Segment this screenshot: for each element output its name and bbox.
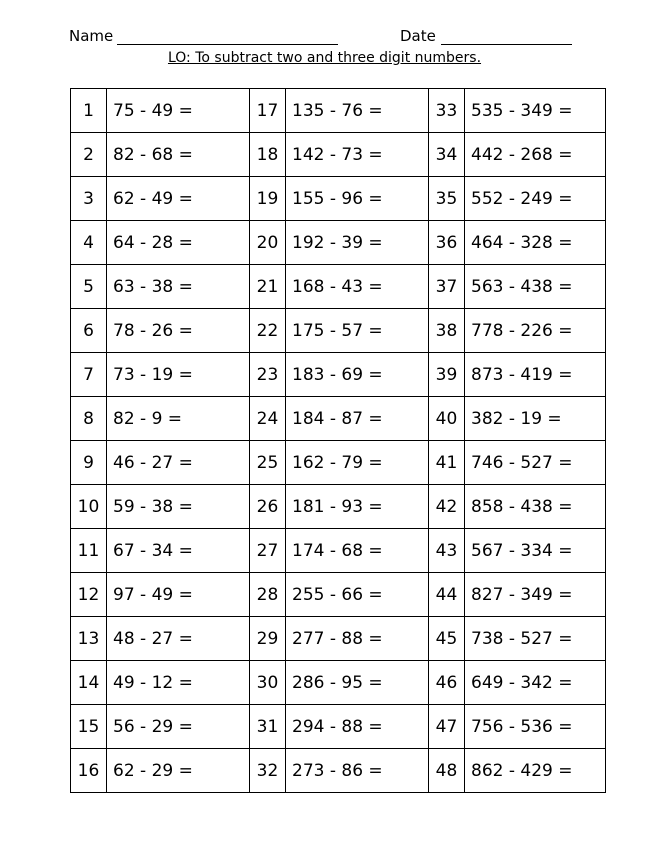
problem-text: 442 - 268 = — [465, 133, 606, 177]
problem-text: 155 - 96 = — [286, 177, 429, 221]
problem-number: 11 — [71, 529, 107, 573]
problem-text: 162 - 79 = — [286, 441, 429, 485]
problem-number: 12 — [71, 573, 107, 617]
name-blank-line — [117, 44, 338, 45]
problem-text: 294 - 88 = — [286, 705, 429, 749]
problem-number: 9 — [71, 441, 107, 485]
problem-text: 181 - 93 = — [286, 485, 429, 529]
problem-text: 286 - 95 = — [286, 661, 429, 705]
problem-text: 46 - 27 = — [107, 441, 250, 485]
table-row — [71, 309, 606, 353]
problem-number: 32 — [250, 749, 286, 793]
problem-text: 273 - 86 = — [286, 749, 429, 793]
problem-text: 82 - 9 = — [107, 397, 250, 441]
table-row — [71, 397, 606, 441]
problem-text: 64 - 28 = — [107, 221, 250, 265]
problem-text: 649 - 342 = — [465, 661, 606, 705]
problem-number: 2 — [71, 133, 107, 177]
problem-text: 78 - 26 = — [107, 309, 250, 353]
problem-number: 13 — [71, 617, 107, 661]
problem-text: 464 - 328 = — [465, 221, 606, 265]
problem-number: 34 — [429, 133, 465, 177]
table-row — [71, 221, 606, 265]
problem-number: 33 — [429, 89, 465, 133]
problem-number: 41 — [429, 441, 465, 485]
problem-text: 59 - 38 = — [107, 485, 250, 529]
table-row — [71, 573, 606, 617]
table-row — [71, 133, 606, 177]
problem-number: 27 — [250, 529, 286, 573]
problem-number: 16 — [71, 749, 107, 793]
problem-number: 6 — [71, 309, 107, 353]
problem-text: 175 - 57 = — [286, 309, 429, 353]
problem-number: 20 — [250, 221, 286, 265]
table-row — [71, 661, 606, 705]
problem-number: 36 — [429, 221, 465, 265]
problem-number: 47 — [429, 705, 465, 749]
problem-text: 97 - 49 = — [107, 573, 250, 617]
problem-text: 168 - 43 = — [286, 265, 429, 309]
problem-number: 26 — [250, 485, 286, 529]
problem-number: 5 — [71, 265, 107, 309]
table-row — [71, 705, 606, 749]
problem-number: 3 — [71, 177, 107, 221]
problem-text: 873 - 419 = — [465, 353, 606, 397]
problem-text: 184 - 87 = — [286, 397, 429, 441]
problem-number: 40 — [429, 397, 465, 441]
problem-text: 827 - 349 = — [465, 573, 606, 617]
problem-number: 23 — [250, 353, 286, 397]
problem-text: 62 - 29 = — [107, 749, 250, 793]
problem-number: 45 — [429, 617, 465, 661]
problem-text: 48 - 27 = — [107, 617, 250, 661]
problem-text: 174 - 68 = — [286, 529, 429, 573]
table-row — [71, 485, 606, 529]
problem-text: 862 - 429 = — [465, 749, 606, 793]
date-label: Date — [400, 27, 436, 45]
problem-text: 778 - 226 = — [465, 309, 606, 353]
problem-text: 82 - 68 = — [107, 133, 250, 177]
problem-number: 25 — [250, 441, 286, 485]
problem-text: 255 - 66 = — [286, 573, 429, 617]
problem-text: 738 - 527 = — [465, 617, 606, 661]
problem-number: 29 — [250, 617, 286, 661]
problem-text: 183 - 69 = — [286, 353, 429, 397]
problem-text: 277 - 88 = — [286, 617, 429, 661]
problem-number: 19 — [250, 177, 286, 221]
table-row — [71, 441, 606, 485]
problem-text: 73 - 19 = — [107, 353, 250, 397]
problem-grid-body — [71, 89, 606, 793]
problem-text: 135 - 76 = — [286, 89, 429, 133]
problem-text: 756 - 536 = — [465, 705, 606, 749]
problem-number: 10 — [71, 485, 107, 529]
problem-text: 142 - 73 = — [286, 133, 429, 177]
problem-text: 535 - 349 = — [465, 89, 606, 133]
problem-text: 67 - 34 = — [107, 529, 250, 573]
problem-number: 8 — [71, 397, 107, 441]
problem-text: 62 - 49 = — [107, 177, 250, 221]
table-row — [71, 749, 606, 793]
problem-text: 56 - 29 = — [107, 705, 250, 749]
problem-text: 382 - 19 = — [465, 397, 606, 441]
problem-number: 42 — [429, 485, 465, 529]
problem-grid — [70, 88, 606, 793]
problem-number: 31 — [250, 705, 286, 749]
table-row — [71, 265, 606, 309]
problem-text: 746 - 527 = — [465, 441, 606, 485]
problem-number: 18 — [250, 133, 286, 177]
problem-text: 567 - 334 = — [465, 529, 606, 573]
problem-number: 14 — [71, 661, 107, 705]
name-label: Name — [69, 27, 114, 45]
table-row — [71, 617, 606, 661]
table-row — [71, 89, 606, 133]
problem-text: 49 - 12 = — [107, 661, 250, 705]
problem-number: 7 — [71, 353, 107, 397]
problem-number: 38 — [429, 309, 465, 353]
problem-text: 563 - 438 = — [465, 265, 606, 309]
problem-text: 192 - 39 = — [286, 221, 429, 265]
problem-number: 46 — [429, 661, 465, 705]
problem-number: 39 — [429, 353, 465, 397]
problem-number: 37 — [429, 265, 465, 309]
problem-number: 1 — [71, 89, 107, 133]
problem-number: 30 — [250, 661, 286, 705]
problem-text: 858 - 438 = — [465, 485, 606, 529]
problem-number: 43 — [429, 529, 465, 573]
learning-objective: LO: To subtract two and three digit numbers. — [167, 50, 482, 66]
problem-number: 48 — [429, 749, 465, 793]
problem-text: 552 - 249 = — [465, 177, 606, 221]
problem-text: 75 - 49 = — [107, 89, 250, 133]
problem-text: 63 - 38 = — [107, 265, 250, 309]
date-blank-line — [441, 44, 572, 45]
problem-number: 15 — [71, 705, 107, 749]
problem-number: 24 — [250, 397, 286, 441]
problem-number: 44 — [429, 573, 465, 617]
problem-number: 17 — [250, 89, 286, 133]
problem-number: 35 — [429, 177, 465, 221]
table-row — [71, 529, 606, 573]
problem-number: 21 — [250, 265, 286, 309]
problem-number: 28 — [250, 573, 286, 617]
problem-number: 4 — [71, 221, 107, 265]
table-row — [71, 353, 606, 397]
problem-number: 22 — [250, 309, 286, 353]
table-row — [71, 177, 606, 221]
